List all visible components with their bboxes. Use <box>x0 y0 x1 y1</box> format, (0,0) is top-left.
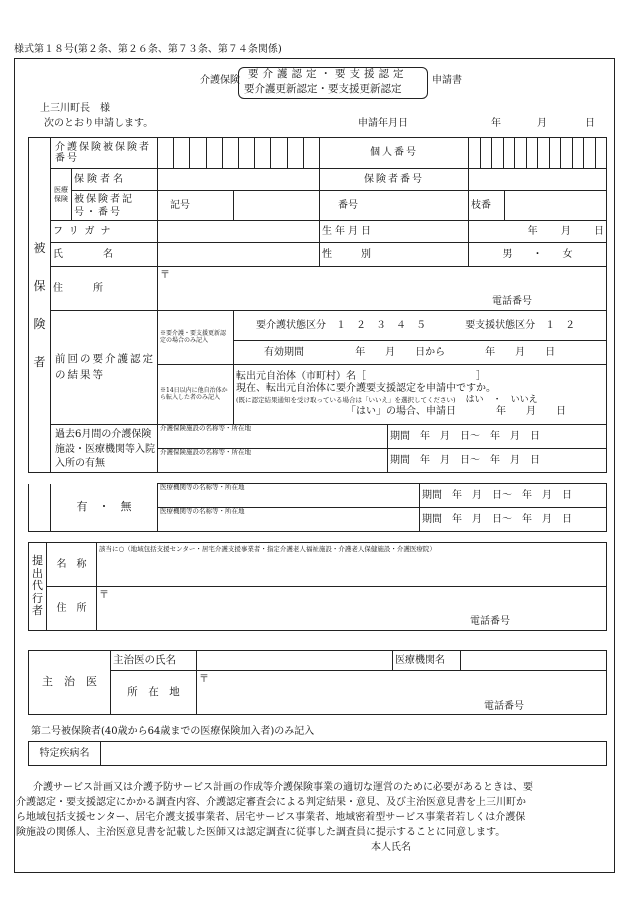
personal-number-boxes[interactable] <box>469 138 607 169</box>
insurer-name-label: 保険者名 <box>72 169 158 191</box>
name-field[interactable] <box>158 243 320 267</box>
transfer-block[interactable] <box>234 365 607 425</box>
disease-label: 特定疾病名 <box>29 742 101 766</box>
facility-row-1-label[interactable]: 介護保険施設の名称等・所在地 <box>158 425 388 449</box>
furigana-field[interactable] <box>158 221 320 243</box>
insurer-name-field[interactable] <box>158 169 320 191</box>
doctor-address-field[interactable] <box>197 671 607 715</box>
title-line1: 要介護認定・要支援認定 <box>248 68 408 80</box>
insured-number-boxes[interactable] <box>158 138 320 169</box>
form-number: 様式第１８号(第２条、第２６条、第７３条、第７４条関係) <box>14 44 282 55</box>
insured-number-label: 介護保険被保険者番号 <box>51 138 158 169</box>
facility-row-3-period[interactable]: 期間 年 月 日～ 年 月 日 <box>420 484 607 508</box>
agent-address-label: 住 所 <box>47 587 97 631</box>
facility-table-cont <box>28 483 607 532</box>
agent-address-field[interactable] <box>97 587 607 631</box>
doctor-address-label: 所 在 地 <box>111 671 197 715</box>
branch-label: 枝番 <box>469 191 505 221</box>
agent-name-field[interactable] <box>97 543 607 587</box>
symbol-label: 記号 <box>170 199 190 211</box>
disease-table <box>28 741 607 766</box>
insured-person-table <box>28 137 607 473</box>
facility-row-1-period[interactable]: 期間 年 月 日～ 年 月 日 <box>388 425 607 449</box>
care-level[interactable]: 要介護状態区分 １ ２ ３ ４ ５ <box>256 319 426 331</box>
facility-row-4-label[interactable]: 医療機関等の名称等・所在地 <box>158 508 420 532</box>
sex-label: 性 別 <box>320 243 469 267</box>
institution-label: 医療機関名 <box>393 651 461 671</box>
title-line2: 要介護更新認定・要支援更新認定 <box>244 83 402 95</box>
doctor-name-field[interactable] <box>197 651 393 671</box>
birthdate-field[interactable]: 年 月 日 <box>469 221 607 243</box>
address-label: 住 所 <box>51 267 158 311</box>
previous-result-label: 前回の要介護認定の結果等 <box>51 311 158 425</box>
date-month: 月 <box>537 118 547 129</box>
date-year: 年 <box>491 118 501 129</box>
support-level[interactable]: 要支援状態区分 １ ２ <box>465 319 576 331</box>
doctor-table <box>28 650 607 715</box>
symbol-number-label: 被保険者記号・番号 <box>72 191 158 221</box>
addressee: 上三川町長 様 <box>40 103 110 114</box>
insurer-number-label: 保険者番号 <box>320 169 469 191</box>
facility-row-3-label[interactable]: 医療機関等の名称等・所在地 <box>158 484 420 508</box>
medical-insurance-label: 医療保険 <box>51 169 72 221</box>
transfer-note: ※14日以内に他自治体から転入した者のみ記入 <box>158 365 234 425</box>
transfer-line2: 現在、転出元自治体に要介護要支援認定を申請中ですか。 <box>236 383 496 395</box>
consent-line-2: 介護認定・要支援認定にかかる調査内容、介護認定審査会による判定結果・意見、及び主治医意見書を上三川町か <box>16 797 526 808</box>
care-level-row[interactable] <box>234 311 607 341</box>
doctor-side-label: 主 治 医 <box>29 651 111 715</box>
title-prefix: 介護保険 <box>200 75 240 86</box>
postal-mark: 〒 <box>160 270 170 281</box>
agent-postal-mark: 〒 <box>99 590 109 601</box>
doctor-phone-label: 電話番号 <box>484 700 524 712</box>
facility-label: 過去6月間の介護保険施設・医療機関等入院入所の有無 <box>51 425 158 473</box>
agent-name-label: 名 称 <box>47 543 97 587</box>
agent-name-note[interactable]: 該当に○（地域包括支援センター・居宅介護支援事業者・指定介護老人福祉施設・介護老人保健施設・介護医療院） <box>99 545 436 553</box>
insurer-number-field[interactable] <box>469 169 607 191</box>
transfer-line3: (既に認定結果通知を受け取っている場合は「いいえ」を選択してください) <box>236 396 456 405</box>
doctor-name-label: 主治医の氏名 <box>111 651 197 671</box>
consent-line-4: 険施設の関係人、主治医意見書を記載した医師又は認定調査に従事した調査員に提示することに同意します。 <box>16 827 506 838</box>
transfer-yes-no[interactable]: はい ・ いいえ <box>465 395 538 406</box>
second-insured-note: 第二号被保険者(40歳から64歳までの医療保険加入者)のみ記入 <box>31 726 315 737</box>
facility-row-2-period[interactable]: 期間 年 月 日～ 年 月 日 <box>388 449 607 473</box>
validity-row[interactable] <box>234 341 607 365</box>
validity-text[interactable]: 年 月 日から 年 月 日 <box>355 346 556 358</box>
branch-field[interactable] <box>505 191 607 221</box>
agent-side-label: 提出代行者 <box>29 543 47 631</box>
furigana-label: フリガナ <box>51 221 158 243</box>
facility-yes-no[interactable]: 有 ・ 無 <box>51 484 158 532</box>
doctor-postal-mark: 〒 <box>199 674 209 685</box>
transfer-line1: 転出元自治体（市町村）名［ ］ <box>236 371 486 383</box>
sex-options[interactable]: 男 ・ 女 <box>469 243 607 267</box>
birthdate-label: 生年月日 <box>320 221 469 243</box>
name-label: 氏 名 <box>51 243 158 267</box>
renewal-note: ※要介護・要支援更新認定の場合のみ記入 <box>158 311 234 365</box>
signature-label: 本人氏名 <box>371 842 411 853</box>
intro-text: 次のとおり申請します。 <box>44 118 154 129</box>
date-day: 日 <box>585 118 595 129</box>
symbol-field[interactable] <box>158 191 234 221</box>
number-field[interactable] <box>234 191 358 221</box>
consent-line-3: ら地域包括支援センター、居宅介護支援事業者、居宅サービス事業者、地域密着型サービス事業者若しくは介護保 <box>16 812 526 823</box>
validity-label: 有効期間 <box>264 346 304 358</box>
insured-side-label: 被保険者 <box>29 138 51 473</box>
facility-row-2-label[interactable]: 介護保険施設の名称等・所在地 <box>158 449 388 473</box>
institution-field[interactable] <box>461 651 607 671</box>
address-field[interactable] <box>158 267 607 311</box>
date-label: 申請年月日 <box>358 118 408 129</box>
number-label: 番号 <box>338 199 358 211</box>
disease-field[interactable] <box>101 742 607 766</box>
consent-line-1: 介護サービス計画又は介護予防サービス計画の作成等介護保険事業の適切な運営のために必要があるときは、要 <box>33 782 533 793</box>
facility-row-4-period[interactable]: 期間 年 月 日～ 年 月 日 <box>420 508 607 532</box>
title-suffix: 申請書 <box>432 75 462 86</box>
agent-phone-label: 電話番号 <box>470 615 510 627</box>
personal-number-label: 個人番号 <box>320 138 469 169</box>
agent-table <box>28 542 607 631</box>
address-phone-label: 電話番号 <box>492 295 533 307</box>
transfer-line4[interactable]: 「はい」の場合、申請日 年 月 日 <box>346 405 566 417</box>
